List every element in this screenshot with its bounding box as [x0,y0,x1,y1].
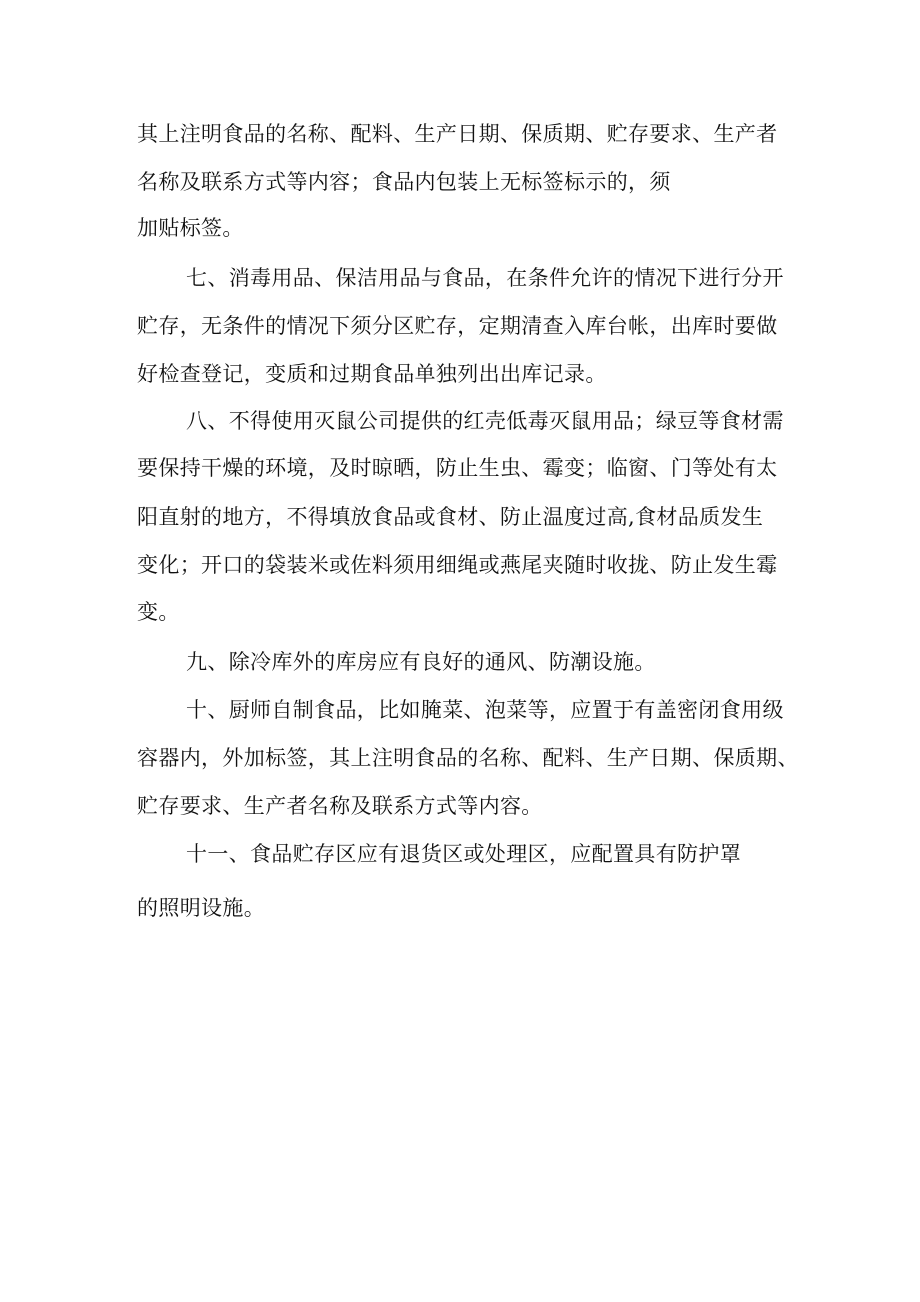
text-line: 贮存，无条件的情况下须分区贮存，定期清查入库台帐，出库时要做 [137,314,778,338]
text-line: 加贴标签。 [137,216,244,240]
paragraph-ten-first-line: 十、厨师自制食品，比如腌菜、泡菜等，应置于有盖密闭食用级 [186,698,784,722]
text-line: 的照明设施。 [137,896,266,920]
text-line: 要保持干燥的环境，及时晾晒，防止生虫、霉变；临窗、门等处有太 [137,456,778,480]
paragraph-eleven-first-line: 十一、食品贮存区应有退货区或处理区，应配置具有防护罩 [186,842,742,866]
paragraph-nine-line: 九、除冷库外的库房应有良好的通风、防潮设施。 [186,650,656,674]
text-line: 容器内，外加标签，其上注明食品的名称、配料、生产日期、保质期、 [137,746,799,770]
text-line: 贮存要求、生产者名称及联系方式等内容。 [137,794,543,818]
text-line: 阳直射的地方，不得填放食品或食材、防止温度过高,食材品质发生 [137,505,764,529]
text-line: 名称及联系方式等内容；食品内包装上无标签标示的，须 [137,170,671,194]
text-line: 变。 [137,600,180,624]
text-line: 其上注明食品的名称、配料、生产日期、保质期、贮存要求、生产者 [137,122,778,146]
text-line: 变化；开口的袋装米或佐料须用细绳或燕尾夹随时收拢、防止发生霉 [137,553,778,577]
text-line: 好检查登记，变质和过期食品单独列出出库记录。 [137,362,607,386]
paragraph-seven-first-line: 七、消毒用品、保洁用品与食品，在条件允许的情况下进行分开 [186,266,784,290]
paragraph-eight-first-line: 八、不得使用灭鼠公司提供的红壳低毒灭鼠用品；绿豆等食材需 [186,409,784,433]
